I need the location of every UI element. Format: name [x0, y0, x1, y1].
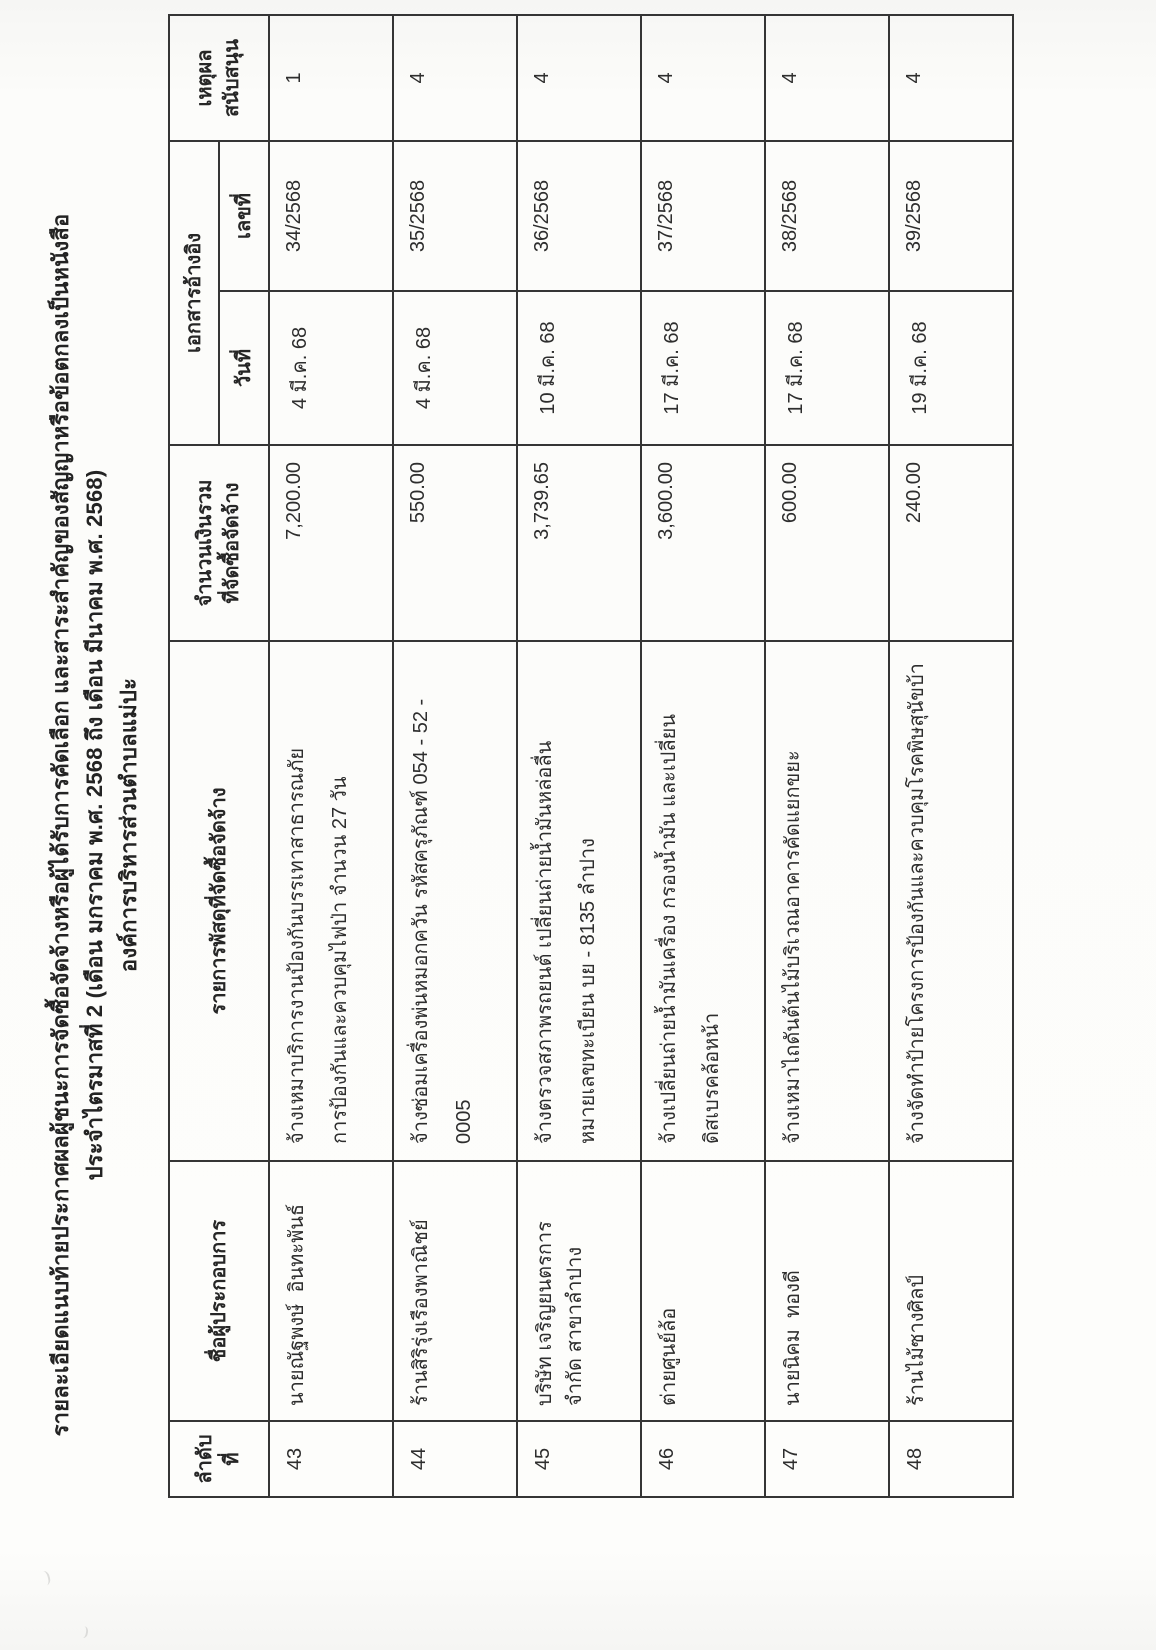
table-row	[393, 15, 517, 1497]
row-number-cell: 44	[393, 1421, 517, 1497]
reference-number-cell: 35/2568	[393, 141, 517, 291]
vendor-name-cell: ร้านสิริรุ่งเรืองพาณิชย์	[393, 1161, 517, 1421]
reason-cell: 4	[393, 15, 517, 141]
reference-date-cell: 4 มี.ค. 68	[393, 291, 517, 445]
table-row	[269, 15, 393, 1497]
row-number-cell: 46	[641, 1421, 765, 1497]
table-row	[765, 15, 889, 1497]
item-description-line: จ้างซ่อมเครื่องพ่นหมอกควัน รหัสครุภัณฑ์ 054 - 52 -	[410, 698, 433, 1144]
vendor-name-cell: ร้านไม้ซางศิลป์	[889, 1161, 1013, 1421]
table-row	[889, 15, 1013, 1497]
reference-number-cell: 38/2568	[765, 141, 889, 291]
reference-date-cell: 19 มี.ค. 68	[889, 291, 1013, 445]
item-description-line: 0005	[453, 1099, 476, 1144]
header-amount-line1: จำนวนเงินรวม	[194, 479, 217, 607]
reference-number-cell: 39/2568	[889, 141, 1013, 291]
amount-cell: 3,600.00	[641, 445, 765, 641]
reason-cell: 4	[889, 15, 1013, 141]
reference-date-cell: 10 มี.ค. 68	[517, 291, 641, 445]
vendor-name-cell: นายณัฐพงษ์ อินทะพันธ์	[269, 1161, 393, 1421]
amount-cell: 7,200.00	[269, 445, 393, 641]
item-description-line: จ้างเหมาบริการงานป้องกันบรรเทาสาธารณภัย	[286, 747, 309, 1144]
item-description-line: จ้างจัดทำป้ายโครงการป้องกันและควบคุมโรคพิษสุนัขบ้า	[906, 663, 929, 1144]
item-description-line: จ้างเปลี่ยนถ่ายน้ำมันเครื่อง กรองน้ำมัน และเปลี่ยน	[658, 713, 681, 1144]
row-number-cell: 43	[269, 1421, 393, 1497]
header-amount	[169, 445, 269, 641]
item-description-cell	[641, 641, 765, 1161]
item-description-cell	[393, 641, 517, 1161]
item-description-line: การป้องกันและควบคุมไฟป่า จำนวน 27 วัน	[329, 776, 352, 1144]
amount-cell: 600.00	[765, 445, 889, 641]
item-description-cell	[765, 641, 889, 1161]
row-number-cell: 45	[517, 1421, 641, 1497]
reason-cell: 4	[765, 15, 889, 141]
vendor-name-cell: นายนิคม ทองดี	[765, 1161, 889, 1421]
header-reason: เหตุผลสนับสนุน	[169, 15, 269, 141]
item-description-cell	[517, 641, 641, 1161]
row-number-cell: 47	[765, 1421, 889, 1497]
header-reference: เอกสารอ้างอิง	[169, 141, 219, 445]
header-reference-number: เลขที่	[219, 141, 269, 291]
header-reference-date: วันที่	[219, 291, 269, 445]
document-subtitle-quarter: ประจำไตรมาสที่ 2 (เดือน มกราคม พ.ศ. 2568 ถึง เดือน มีนาคม พ.ศ. 2568)	[82, 469, 108, 1181]
header-row-number: ลำดับที่	[169, 1421, 269, 1497]
table-row	[517, 15, 641, 1497]
vendor-name-cell: ต่ายศูนย์ล้อ	[641, 1161, 765, 1421]
table-row	[641, 15, 765, 1497]
table-header	[169, 15, 269, 1497]
row-number-cell: 48	[889, 1421, 1013, 1497]
item-description-cell	[889, 641, 1013, 1161]
header-vendor: ชื่อผู้ประกอบการ	[169, 1161, 269, 1421]
item-description-line: ดิสเบรคล้อหน้า	[701, 1012, 724, 1144]
document-title: รายละเอียดแนบท้ายประกาศผลผู้ชนะการจัดซื้อจัดจ้างหรือผู้ได้รับการคัดเลือก และสาระสำคัญของสัญญาหรือข้อตกลงเป็นหนังสือ	[48, 213, 73, 1437]
reason-cell: 4	[641, 15, 765, 141]
reference-date-cell: 17 มี.ค. 68	[765, 291, 889, 445]
document-title-block	[0, 0, 146, 1650]
amount-cell: 550.00	[393, 445, 517, 641]
reference-number-cell: 37/2568	[641, 141, 765, 291]
reference-number-cell: 34/2568	[269, 141, 393, 291]
header-amount-line2: ที่จัดซื้อจัดจ้าง	[221, 482, 244, 604]
reference-number-cell: 36/2568	[517, 141, 641, 291]
item-description-cell	[269, 641, 393, 1161]
reference-date-cell: 17 มี.ค. 68	[641, 291, 765, 445]
procurement-table	[168, 14, 1014, 1498]
item-description-line: จ้างเหมาไถดันต้นไม้บริเวณอาคารคัดแยกขยะ	[782, 750, 805, 1144]
amount-cell: 3,739.65	[517, 445, 641, 641]
reference-date-cell: 4 มี.ค. 68	[269, 291, 393, 445]
header-items: รายการพัสดุที่จัดซื้อจัดจ้าง	[169, 641, 269, 1161]
vendor-name-cell: บริษัท เจริญยนตรการ จำกัด สาขาลำปาง	[517, 1161, 641, 1421]
amount-cell: 240.00	[889, 445, 1013, 641]
reason-cell: 1	[269, 15, 393, 141]
item-description-line: จ้างตรวจสภาพรถยนต์ เปลี่ยนถ่ายน้ำมันหล่อลื่น	[534, 740, 557, 1144]
table-body	[269, 15, 1013, 1497]
reason-cell: 4	[517, 15, 641, 141]
item-description-line: หมายเลขทะเบียน บย - 8135 ลำปาง	[577, 838, 600, 1144]
document-subtitle-organization: องค์การบริหารส่วนตำบลแม่ปะ	[116, 677, 142, 973]
